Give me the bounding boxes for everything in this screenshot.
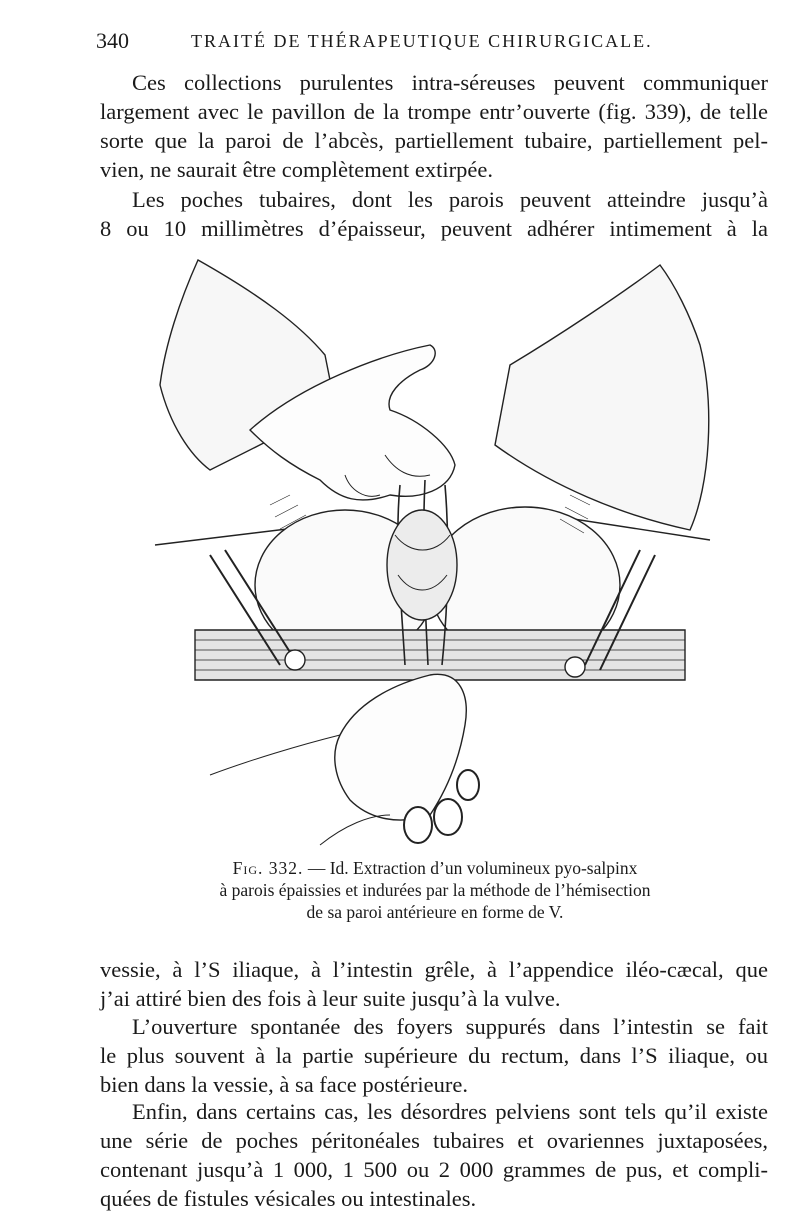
text-line: bien dans la vessie, à sa face postérieure.	[100, 1072, 468, 1097]
paragraph-bottom-2	[100, 1012, 768, 1099]
figure-caption	[150, 857, 720, 923]
running-title: TRAITÉ DE THÉRAPEUTIQUE CHIRURGICALE.	[191, 31, 653, 51]
caption-line-1	[150, 857, 720, 879]
text-line: Les poches tubaires, dont les parois peuvent atteindre jusqu’à	[132, 187, 768, 212]
caption-line-3: de sa paroi antérieure en forme de V.	[306, 902, 564, 922]
surgical-illustration	[150, 255, 720, 850]
caption-line-2: à parois épaissies et indurées par la méthode de l’hémisection	[219, 880, 651, 900]
text-line: vessie, à l’S iliaque, à l’intestin grêle, à l’appendice iléo-cæcal, que	[100, 957, 768, 982]
text-line: Enfin, dans certains cas, les désordres pelviens sont tels qu’il existe	[132, 1099, 768, 1124]
text-line: j’ai attiré bien des fois à leur suite jusqu’à la vulve.	[100, 986, 561, 1011]
text-line: vien, ne saurait être complètement extirpée.	[100, 157, 493, 182]
text-line: L’ouverture spontanée des foyers suppurés dans l’intestin se fait	[132, 1014, 768, 1039]
paragraph-bottom-1	[100, 955, 768, 1013]
text-line: sorte que la paroi de l’abcès, partiellement tubaire, partiellement pel-	[100, 128, 768, 153]
page-header	[96, 28, 776, 58]
text-line: 8 ou 10 millimètres d’épaisseur, peuvent adhérer intimement à la	[100, 216, 768, 241]
text-line: le plus souvent à la partie supérieure du rectum, dans l’S iliaque, ou	[100, 1043, 768, 1068]
paragraph-top-1	[100, 68, 768, 184]
page-number: 340	[96, 28, 129, 53]
paragraph-bottom-3	[100, 1097, 768, 1213]
caption-text: — Id. Extraction d’un volumineux pyo-salpinx	[307, 858, 638, 878]
text-line: une série de poches péritonéales tubaires et ovariennes juxtaposées,	[100, 1128, 768, 1153]
text-line: largement avec le pavillon de la trompe entr’ouverte (fig. 339), de telle	[100, 99, 768, 124]
text-line: Ces collections purulentes intra-séreuses peuvent communiquer	[132, 70, 768, 95]
text-line: contenant jusqu’à 1 000, 1 500 ou 2 000 grammes de pus, et compli-	[100, 1157, 768, 1182]
figure-label: Fig. 332.	[232, 858, 304, 878]
paragraph-top-2	[100, 185, 768, 243]
text-line: quées de fistules vésicales ou intestinales.	[100, 1186, 477, 1211]
